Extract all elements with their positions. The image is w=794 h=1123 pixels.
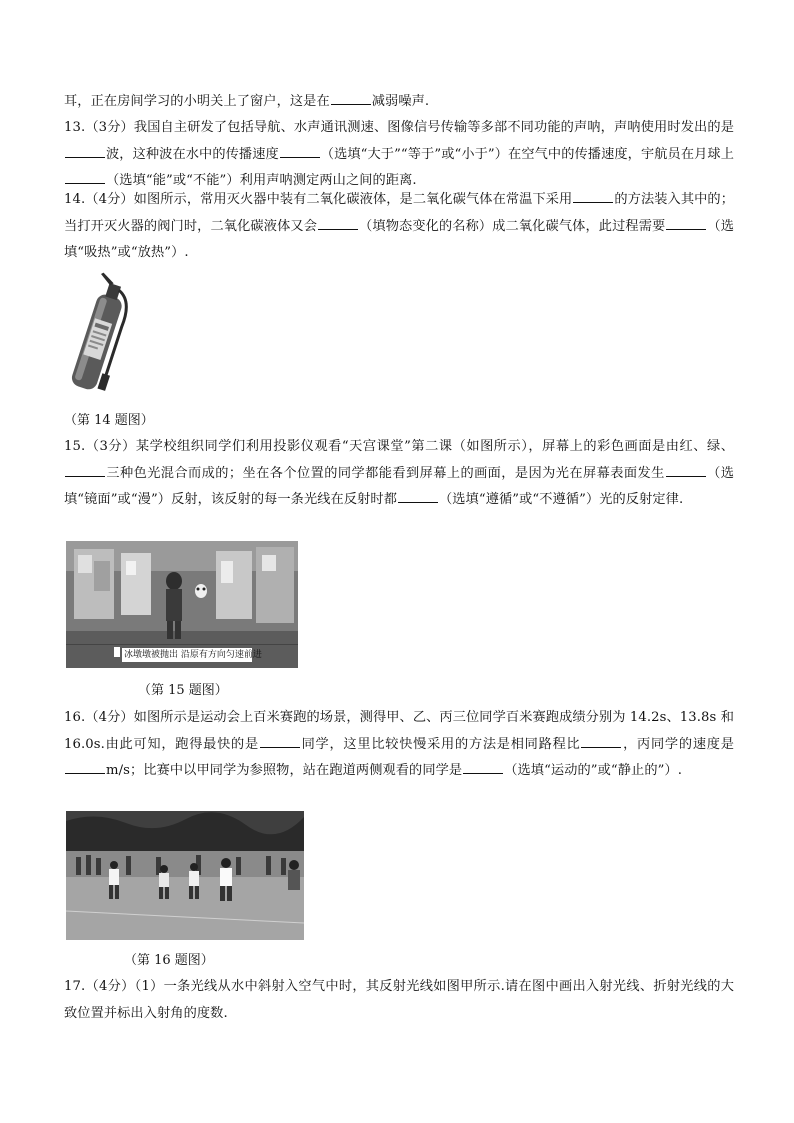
answer-blank (65, 462, 105, 477)
fire-extinguisher-image (64, 272, 132, 398)
answer-blank (666, 462, 706, 477)
figure-15-caption: （第 15 题图） (138, 683, 228, 698)
question-14: 14.（4分）如图所示，常用灭火器中装有二氧化碳液体，是二氧化碳气体在常温下采用 的方法装入其中的；当打开灭火器的阀门时，二氧化碳液体又会 （填物态变化的名称）成二氧化碳气体，此过程需要 （选填“吸热”或“放热”）. (64, 187, 734, 267)
question-17: 17.（4分）（1）一条光线从水中斜射入空气中时，其反射光线如图甲所示.请在图中画出入射光线、折射光线的大致位置并标出入射角的度数. (64, 979, 734, 1021)
sprint-race-photo (66, 811, 304, 940)
answer-blank (573, 188, 613, 203)
question-12-tail: 耳，正在房间学习的小明关上了窗户，这是在 减弱噪声. (64, 89, 734, 116)
answer-blank (65, 759, 105, 774)
question-13: 13.（3分）我国自主研发了包括导航、水声通讯测速、图像信号传输等多部不同功能的声呐，声呐使用时发出的是波，这种波在水中的传播速度 （选填“大于”“等于”或“小于”）在空气中的传播速度，宇航员在月球上（选填“能”或“不能”）利用声呐测定两山之间的距离. (64, 120, 734, 188)
answer-blank (318, 215, 358, 230)
answer-blank (65, 143, 105, 158)
answer-blank (260, 733, 300, 748)
answer-blank (666, 215, 706, 230)
figure-16-caption: （第 16 题图） (124, 953, 214, 968)
answer-blank (463, 759, 503, 774)
question-16: 16.（4分）如图所示是运动会上百米赛跑的场景，测得甲、乙、丙三位同学百米赛跑成绩分别为 14.2s、13.8s 和 16.0s.由此可知，跑得最快的是 同学，这里比较快慢采用的方法是相同路程比 ，丙同学的速度是m/s；比赛中以甲同学为参照物，站在跑道两侧观看的同学是 （选填“运动的”或“静止的”）. (64, 710, 734, 778)
answer-blank (398, 488, 438, 503)
question-15: 15.（3分）某学校组织同学们利用投影仪观看“天宫课堂”第二课（如图所示），屏幕上的彩色画面是由红、绿、三种色光混合而成的；坐在各个位置的同学都能看到屏幕上的画面，是因为光在屏幕表面发生 （选填“镜面”或“漫”）反射，该反射的每一条光线在反射时都 （选填“遵循”或“不遵循”）光的反射定律. (64, 439, 734, 507)
figure-14-caption: （第 14 题图） (64, 413, 154, 428)
answer-blank (280, 143, 320, 158)
answer-blank (581, 733, 621, 748)
answer-blank (331, 90, 371, 105)
photo-subtitle: 冰墩墩被抛出 沿原有方向匀速前进 (124, 650, 262, 660)
answer-blank (65, 169, 105, 184)
tiangong-classroom-photo (66, 541, 298, 668)
